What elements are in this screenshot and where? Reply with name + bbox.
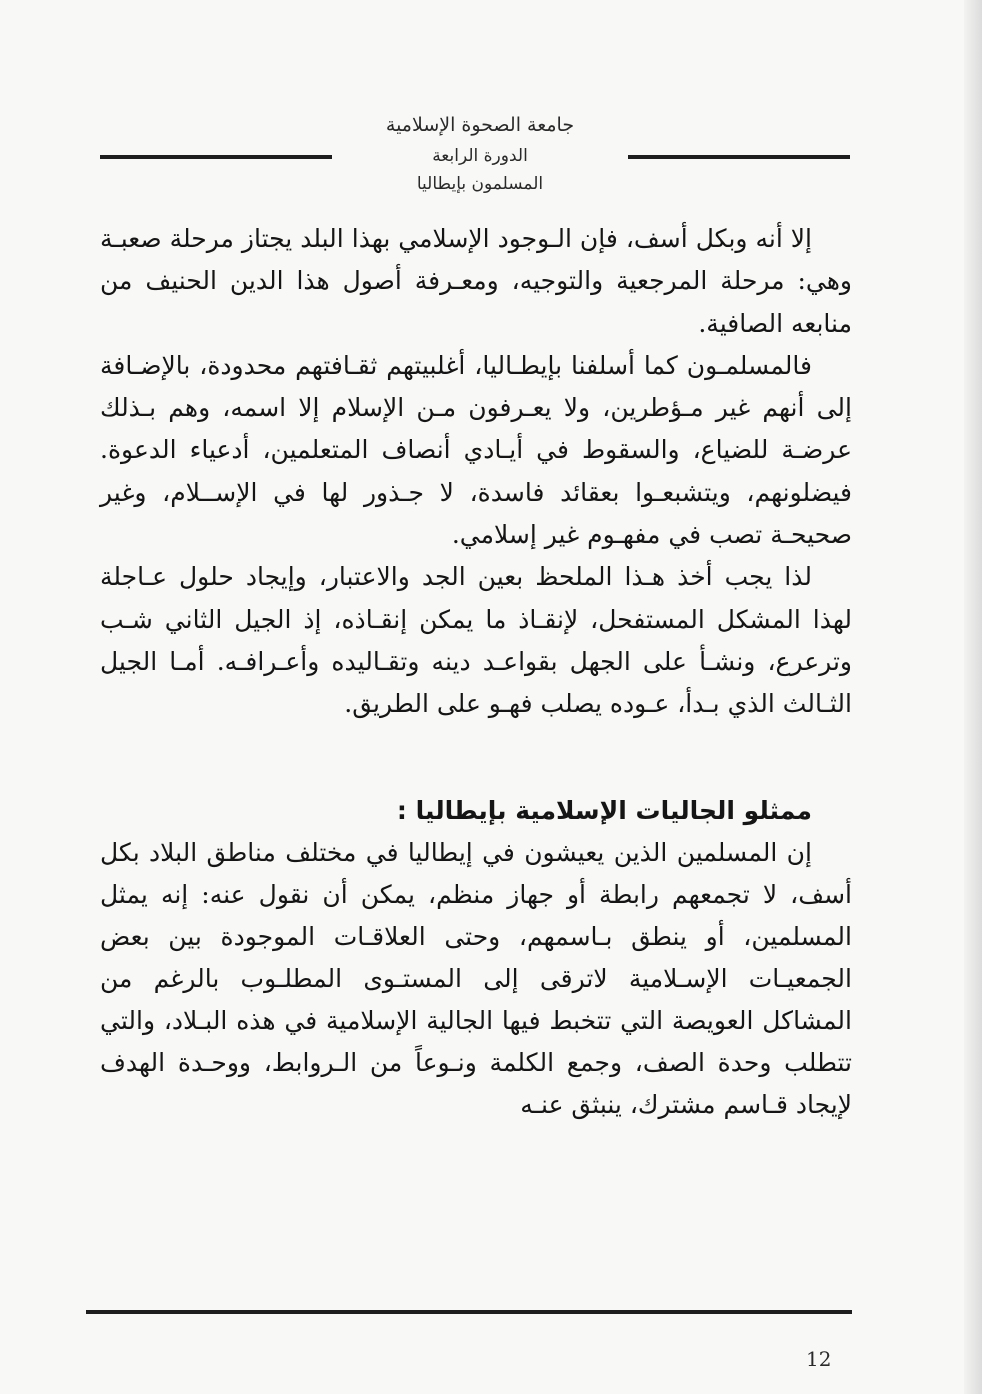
header-subtitle-block bbox=[332, 142, 628, 198]
header-subject: المسلمون بإيطاليا bbox=[416, 174, 544, 194]
header-session: الدورة الرابعة bbox=[432, 146, 528, 166]
header-university-name: جامعة الصحوة الإسلامية bbox=[385, 114, 575, 136]
paragraph-1: إلا أنه وبكل أسف، فإن الـوجود الإسلامي بهذا البلد يجتاز مرحلة صعبـة وهي: مرحلة المرجعية والتوجيه، ومعـرفة أصول هذا الدين الحنيف من منابعه الصافية. bbox=[100, 224, 852, 338]
section-heading: ممثلو الجاليات الإسلامية بإيطاليا : bbox=[396, 795, 812, 825]
body-text bbox=[100, 218, 852, 1126]
page-number: 12 bbox=[806, 1347, 832, 1371]
paragraph-2: فالمسلمـون كما أسلفنا بإيطـاليا، أغلبيتهم ثقـافتهم محدودة، بالإضـافة إلى أنهم غير مـؤطرين، ولا يعـرفون مـن الإسلام إلا اسمه، وهم بـذلك عرضـة للضياع، والسقوط في أيـادي أنصاف المتعلمين، أدعياء الدعوة. فيضلونهم، ويتشبعـوا بعقائد فاسدة، لا جـذور لها في الإســلام، وغير صحيحـة تصب في مفهـوم غير إسلامي. bbox=[100, 350, 852, 550]
section-spacer bbox=[100, 726, 852, 790]
section-paragraph: إن المسلمين الذين يعيشون في إيطاليا في مختلف مناطق البلاد بكل أسف، لا تجمعهم رابطة أو جهاز منظم، يمكن أن نقول عنه: إنه يمثل المسلمين، أو ينطق بـاسمهم، وحتى العلاقـات الموجودة بين بعض الجمعيـات الإسـلامية لاترقى إلى المستـوى المطلـوب بالرغم من المشاكل العويصة التي تتخبط فيها الجالية الإسلامية في هذه البـلاد، والتي تتطلب وحدة الصف، وجمع الكلمة ونـوعاً من الـروابط، ووحـدة الهدف لإيجاد قـاسم مشترك، ينبثق عنـه bbox=[100, 837, 853, 1119]
page-edge-shadow bbox=[964, 0, 982, 1394]
footer-rule bbox=[86, 1310, 852, 1314]
paragraph-3: لذا يجب أخذ هـذا الملحظ بعين الجد والاعتبار، وإيجاد حلول عـاجلة لهذا المشكل المستفحل، لإنقـاذ ما يمكن إنقـاذه، إذ الجيل الثاني شـب وترعرع، ونشـأ على الجهل بقواعـد دينه وتقـاليده وأعـرافـه. أمـا الجيل الثـالث الذي بـدأ، عـوده يصلب فهـو على الطريق. bbox=[100, 562, 852, 719]
